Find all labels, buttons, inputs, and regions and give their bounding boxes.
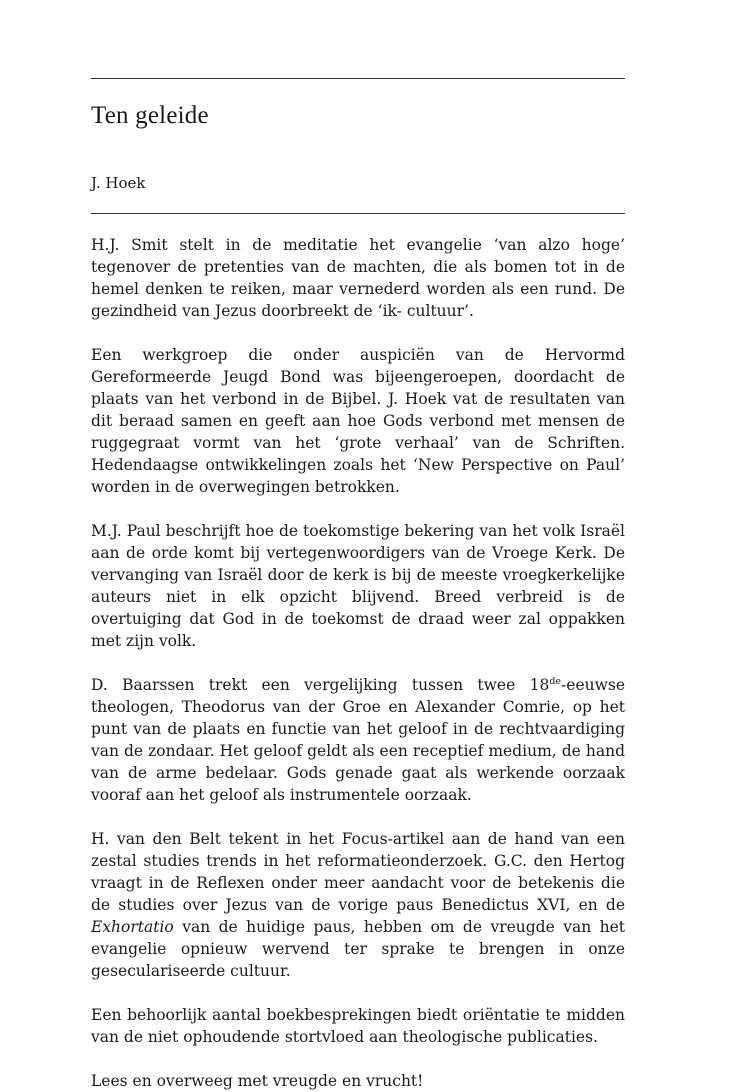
paragraph-faith xyxy=(91,674,625,806)
paragraph-covenant: Een werkgroep die onder auspiciën van de Hervormd Gereformeerde Jeugd Bond was bijeengeroepen, doordacht de plaats van het verbond in de Bijbel. J. Hoek vat de resultaten van dit beraad samen en geeft aan hoe Gods verbond met mensen de ruggegraat vormt van het ‘grote verhaal’ van de Schriften. Hedendaagse ontwikkelingen zoals het ‘New Perspective on Paul’ worden in de overwegingen betrokken. xyxy=(91,346,625,496)
paragraph-israel: M.J. Paul beschrijft hoe de toekomstige bekering van het volk Israël aan de orde komt bij vertegenwoordigers van de Vroege Kerk. De vervanging van Israël door de kerk is bij de meeste vroegkerkelijke auteurs niet in elk opzicht blijvend. Breed verbreid is de overtuiging dat God in de toekomst de draad weer zal oppakken met zijn volk. xyxy=(91,522,625,650)
paragraph-focus-start: H. van den Belt tekent in het Focus-artikel aan de hand van een zestal studies trends in het reformatieonderzoek. G.C. den Hertog vraagt in de Reflexen onder meer aandacht voor de betekenis die de studies over Jezus van de vorige paus Benedictus XVI, en de xyxy=(91,830,625,914)
paragraph-faith-start: D. Baarssen trekt een vergelijking tussen twee 18 xyxy=(91,676,550,694)
paragraph-faith-rest: -eeuwse theologen, Theodorus van der Groe en Alexander Comrie, op het punt van de plaats en functie van het geloof in de rechtvaardiging van de zondaar. Het geloof geldt als een receptief medium, de hand van de arme bedelaar. Gods genade gaat als werkende oorzaak vooraf aan het geloof als instrumentele oorzaak. xyxy=(91,676,625,804)
superscript-de: de xyxy=(549,675,562,687)
paragraph-closing: Lees en overweeg met vreugde en vrucht! xyxy=(91,1072,424,1090)
top-rule xyxy=(91,78,625,79)
article-title: Ten geleide xyxy=(91,102,209,129)
paragraph-focus-rest: van de huidige paus, hebben om de vreugde van het evangelie opnieuw wervend ter sprake te brengen in onze geseculariseerde cultuur. xyxy=(91,918,625,980)
header-bottom-rule xyxy=(91,213,625,214)
article-body xyxy=(91,234,625,1092)
paragraph-focus xyxy=(91,828,625,982)
article-author: J. Hoek xyxy=(91,174,146,192)
paragraph-meditation: H.J. Smit stelt in de meditatie het evangelie ‘van alzo hoge’ tegenover de pretenties van de machten, die als bomen tot in de hemel denken te reiken, maar vernederd worden als een rund. De gezindheid van Jezus doorbreekt de ‘ik- cultuur’. xyxy=(91,236,625,320)
exhortatio-italic: Exhortatio xyxy=(91,918,174,936)
paragraph-reviews: Een behoorlijk aantal boekbesprekingen biedt oriëntatie te midden van de niet ophoudende stortvloed aan theologische publicaties. xyxy=(91,1006,625,1046)
